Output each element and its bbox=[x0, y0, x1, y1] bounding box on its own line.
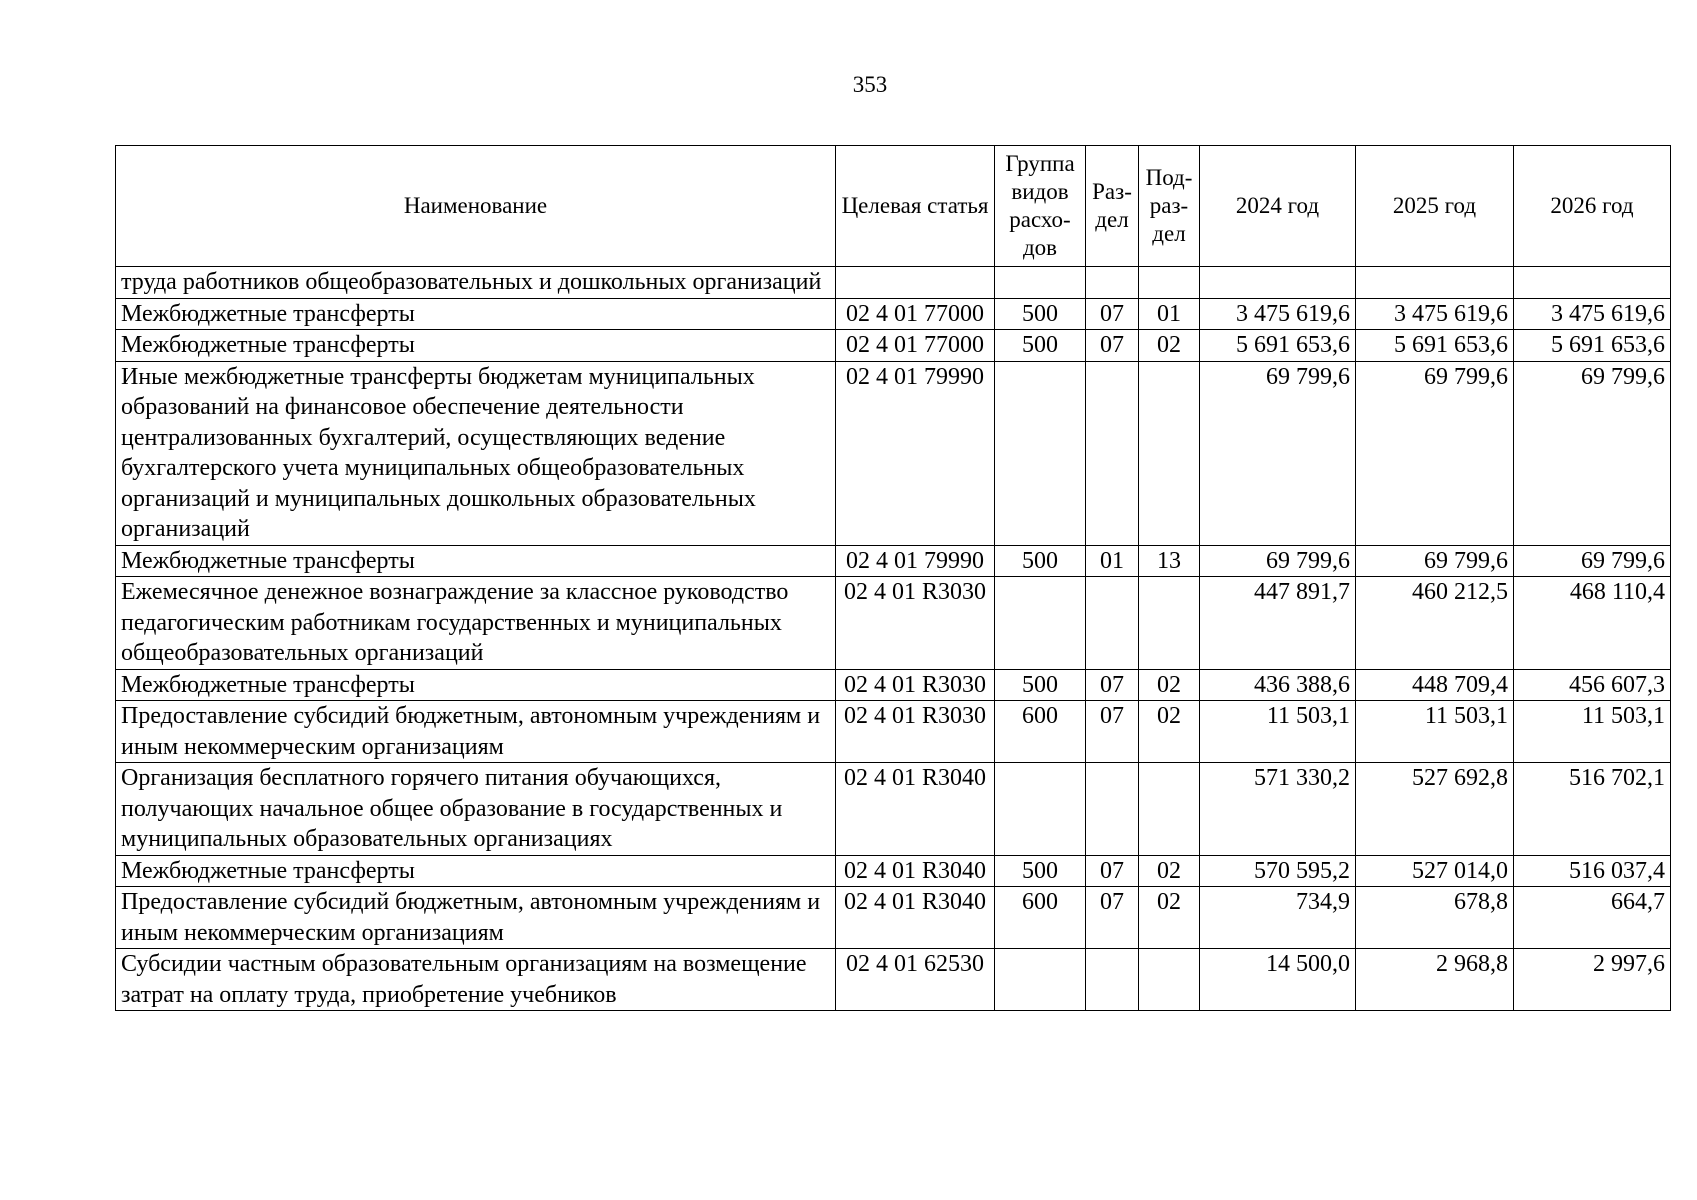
row-value-2025: 460 212,5 bbox=[1356, 577, 1514, 670]
row-section bbox=[1086, 267, 1139, 299]
budget-table bbox=[115, 145, 1671, 1011]
row-expense-group: 600 bbox=[995, 887, 1086, 949]
row-target-article bbox=[836, 267, 995, 299]
row-value-2024: 570 595,2 bbox=[1200, 855, 1356, 887]
row-expense-group bbox=[995, 577, 1086, 670]
row-name: Межбюджетные трансферты bbox=[116, 545, 836, 577]
row-value-2026: 11 503,1 bbox=[1514, 701, 1671, 763]
row-section bbox=[1086, 763, 1139, 856]
row-value-2026: 69 799,6 bbox=[1514, 545, 1671, 577]
row-target-article: 02 4 01 77000 bbox=[836, 298, 995, 330]
row-value-2026: 468 110,4 bbox=[1514, 577, 1671, 670]
row-subsection: 02 bbox=[1139, 887, 1200, 949]
row-subsection: 13 bbox=[1139, 545, 1200, 577]
table-row bbox=[116, 267, 1671, 299]
row-value-2024: 11 503,1 bbox=[1200, 701, 1356, 763]
row-name: Межбюджетные трансферты bbox=[116, 669, 836, 701]
row-name: Ежемесячное денежное вознаграждение за классное руководство педагогическим работникам государственных и муниципальных общеобразовательных организаций bbox=[116, 577, 836, 670]
row-section bbox=[1086, 577, 1139, 670]
row-subsection bbox=[1139, 763, 1200, 856]
row-value-2026 bbox=[1514, 267, 1671, 299]
row-expense-group bbox=[995, 267, 1086, 299]
row-value-2025: 527 692,8 bbox=[1356, 763, 1514, 856]
row-value-2026: 5 691 653,6 bbox=[1514, 330, 1671, 362]
row-value-2026: 516 037,4 bbox=[1514, 855, 1671, 887]
row-section: 07 bbox=[1086, 298, 1139, 330]
row-target-article: 02 4 01 R3030 bbox=[836, 669, 995, 701]
row-name: Межбюджетные трансферты bbox=[116, 298, 836, 330]
row-expense-group bbox=[995, 949, 1086, 1011]
row-section: 07 bbox=[1086, 330, 1139, 362]
header-target-article: Целевая статья bbox=[836, 146, 995, 267]
row-value-2024: 5 691 653,6 bbox=[1200, 330, 1356, 362]
row-target-article: 02 4 01 77000 bbox=[836, 330, 995, 362]
row-expense-group: 500 bbox=[995, 669, 1086, 701]
row-subsection bbox=[1139, 577, 1200, 670]
row-section: 01 bbox=[1086, 545, 1139, 577]
row-expense-group: 500 bbox=[995, 298, 1086, 330]
row-expense-group: 500 bbox=[995, 855, 1086, 887]
row-expense-group: 500 bbox=[995, 330, 1086, 362]
row-value-2025: 69 799,6 bbox=[1356, 361, 1514, 545]
row-value-2025: 527 014,0 bbox=[1356, 855, 1514, 887]
row-subsection: 02 bbox=[1139, 855, 1200, 887]
table-row bbox=[116, 545, 1671, 577]
table-row bbox=[116, 577, 1671, 670]
row-section: 07 bbox=[1086, 887, 1139, 949]
row-value-2025: 69 799,6 bbox=[1356, 545, 1514, 577]
row-value-2025: 678,8 bbox=[1356, 887, 1514, 949]
header-subsection: Под-раз-дел bbox=[1139, 146, 1200, 267]
row-name: Иные межбюджетные трансферты бюджетам муниципальных образований на финансовое обеспечение деятельности централизованных бухгалтерий, осуществляющих ведение бухгалтерского учета муниципальных общеобразовательных организаций и муниципальных дошкольных образовательных организаций bbox=[116, 361, 836, 545]
row-subsection: 02 bbox=[1139, 330, 1200, 362]
table-row bbox=[116, 855, 1671, 887]
table-row bbox=[116, 298, 1671, 330]
page-number: 353 bbox=[852, 72, 888, 97]
header-2026: 2026 год bbox=[1514, 146, 1671, 267]
row-name: Субсидии частным образовательным организациям на возмещение затрат на оплату труда, приобретение учебников bbox=[116, 949, 836, 1011]
row-value-2024: 734,9 bbox=[1200, 887, 1356, 949]
row-value-2026: 69 799,6 bbox=[1514, 361, 1671, 545]
row-target-article: 02 4 01 62530 bbox=[836, 949, 995, 1011]
row-value-2026: 664,7 bbox=[1514, 887, 1671, 949]
row-name: Предоставление субсидий бюджетным, автономным учреждениям и иным некоммерческим организациям bbox=[116, 701, 836, 763]
row-subsection bbox=[1139, 949, 1200, 1011]
row-value-2025: 448 709,4 bbox=[1356, 669, 1514, 701]
row-value-2024: 69 799,6 bbox=[1200, 361, 1356, 545]
row-target-article: 02 4 01 79990 bbox=[836, 361, 995, 545]
row-name: Организация бесплатного горячего питания обучающихся, получающих начальное общее образование в государственных и муниципальных образовательных организациях bbox=[116, 763, 836, 856]
row-value-2025: 3 475 619,6 bbox=[1356, 298, 1514, 330]
header-name: Наименование bbox=[116, 146, 836, 267]
row-expense-group: 600 bbox=[995, 701, 1086, 763]
table-row bbox=[116, 701, 1671, 763]
row-section: 07 bbox=[1086, 855, 1139, 887]
row-value-2026: 2 997,6 bbox=[1514, 949, 1671, 1011]
row-value-2024: 447 891,7 bbox=[1200, 577, 1356, 670]
row-subsection: 01 bbox=[1139, 298, 1200, 330]
table-header-row bbox=[116, 146, 1671, 267]
row-value-2025 bbox=[1356, 267, 1514, 299]
row-expense-group: 500 bbox=[995, 545, 1086, 577]
row-value-2024: 436 388,6 bbox=[1200, 669, 1356, 701]
table-row bbox=[116, 949, 1671, 1011]
table-row bbox=[116, 330, 1671, 362]
row-value-2026: 456 607,3 bbox=[1514, 669, 1671, 701]
row-target-article: 02 4 01 R3040 bbox=[836, 855, 995, 887]
row-value-2025: 2 968,8 bbox=[1356, 949, 1514, 1011]
header-section: Раз-дел bbox=[1086, 146, 1139, 267]
header-expense-group: Группа видов расхо-дов bbox=[995, 146, 1086, 267]
row-value-2024: 14 500,0 bbox=[1200, 949, 1356, 1011]
row-subsection: 02 bbox=[1139, 701, 1200, 763]
row-expense-group bbox=[995, 361, 1086, 545]
row-value-2024: 69 799,6 bbox=[1200, 545, 1356, 577]
row-value-2026: 3 475 619,6 bbox=[1514, 298, 1671, 330]
row-value-2026: 516 702,1 bbox=[1514, 763, 1671, 856]
row-name: Межбюджетные трансферты bbox=[116, 855, 836, 887]
row-subsection bbox=[1139, 361, 1200, 545]
row-expense-group bbox=[995, 763, 1086, 856]
table-row bbox=[116, 763, 1671, 856]
row-target-article: 02 4 01 79990 bbox=[836, 545, 995, 577]
row-name: Предоставление субсидий бюджетным, автономным учреждениям и иным некоммерческим организациям bbox=[116, 887, 836, 949]
row-section: 07 bbox=[1086, 701, 1139, 763]
row-target-article: 02 4 01 R3030 bbox=[836, 701, 995, 763]
row-subsection bbox=[1139, 267, 1200, 299]
table-row bbox=[116, 887, 1671, 949]
row-value-2024 bbox=[1200, 267, 1356, 299]
row-name: труда работников общеобразовательных и дошкольных организаций bbox=[116, 267, 836, 299]
row-section bbox=[1086, 949, 1139, 1011]
header-2025: 2025 год bbox=[1356, 146, 1514, 267]
table-row bbox=[116, 361, 1671, 545]
row-value-2024: 571 330,2 bbox=[1200, 763, 1356, 856]
row-subsection: 02 bbox=[1139, 669, 1200, 701]
row-target-article: 02 4 01 R3040 bbox=[836, 887, 995, 949]
table-row bbox=[116, 669, 1671, 701]
header-2024: 2024 год bbox=[1200, 146, 1356, 267]
row-value-2025: 5 691 653,6 bbox=[1356, 330, 1514, 362]
row-name: Межбюджетные трансферты bbox=[116, 330, 836, 362]
row-target-article: 02 4 01 R3040 bbox=[836, 763, 995, 856]
row-section bbox=[1086, 361, 1139, 545]
row-value-2025: 11 503,1 bbox=[1356, 701, 1514, 763]
row-section: 07 bbox=[1086, 669, 1139, 701]
row-target-article: 02 4 01 R3030 bbox=[836, 577, 995, 670]
row-value-2024: 3 475 619,6 bbox=[1200, 298, 1356, 330]
